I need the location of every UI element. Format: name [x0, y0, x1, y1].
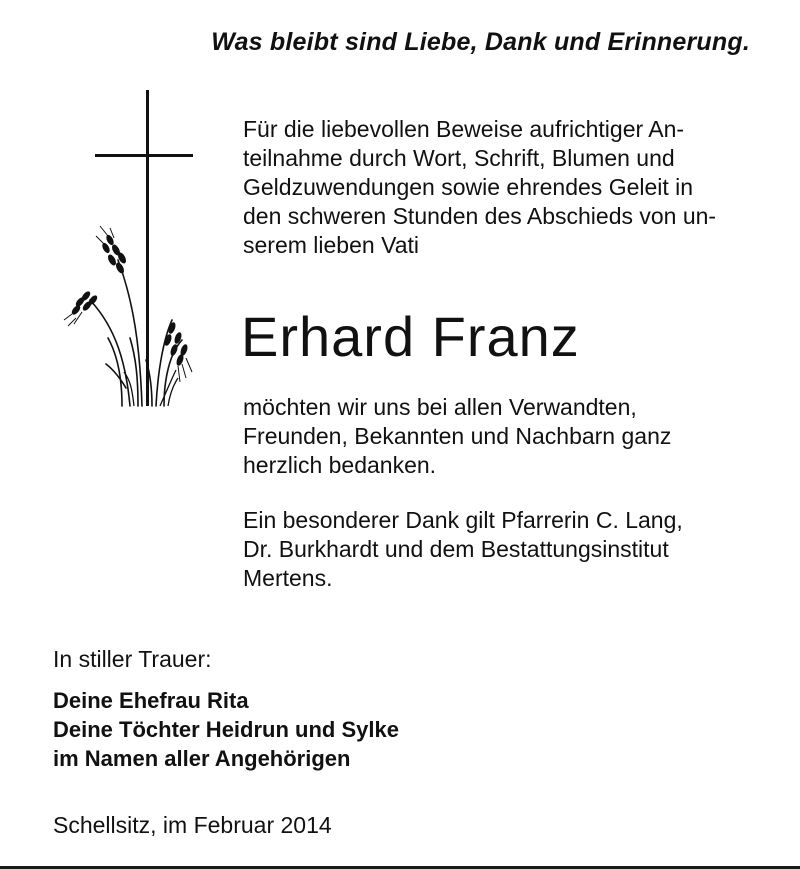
place-date: Schellsitz, im Februar 2014	[53, 812, 332, 838]
text-line: Ein besonderer Dank gilt Pfarrerin C. Lang,	[243, 507, 683, 533]
mourning-intro: In stiller Trauer:	[53, 646, 212, 672]
text-line: Mertens.	[243, 565, 333, 591]
text-line: Freunden, Bekannten und Nachbarn ganz	[243, 423, 672, 449]
text-line: herzlich bedanken.	[243, 452, 437, 478]
text-line: den schweren Stunden des Abschieds von un-	[243, 203, 717, 229]
text-line: Für die liebevollen Beweise aufrichtiger An-	[243, 116, 685, 142]
motto-heading: Was bleibt sind Liebe, Dank und Erinnerung.	[211, 28, 750, 56]
text-line: teilnahme durch Wort, Schrift, Blumen und	[243, 145, 675, 171]
signatories	[53, 686, 399, 773]
text-line: möchten wir uns bei allen Verwandten,	[243, 394, 637, 420]
thanks-paragraph	[243, 393, 748, 480]
cross-with-wheat-icon	[60, 88, 210, 408]
intro-paragraph	[243, 115, 748, 260]
text-line: serem lieben Vati	[243, 232, 419, 258]
text-line: Dr. Burkhardt und dem Bestattungsinstitut	[243, 536, 669, 562]
text-line: Geldzuwendungen sowie ehrendes Geleit in	[243, 174, 694, 200]
special-thanks-paragraph	[243, 506, 748, 593]
signatory-line: Deine Ehefrau Rita	[53, 688, 249, 713]
signatory-line: Deine Töchter Heidrun und Sylke	[53, 717, 399, 742]
deceased-name: Erhard Franz	[241, 305, 580, 368]
signatory-line: im Namen aller Angehörigen	[53, 746, 351, 771]
